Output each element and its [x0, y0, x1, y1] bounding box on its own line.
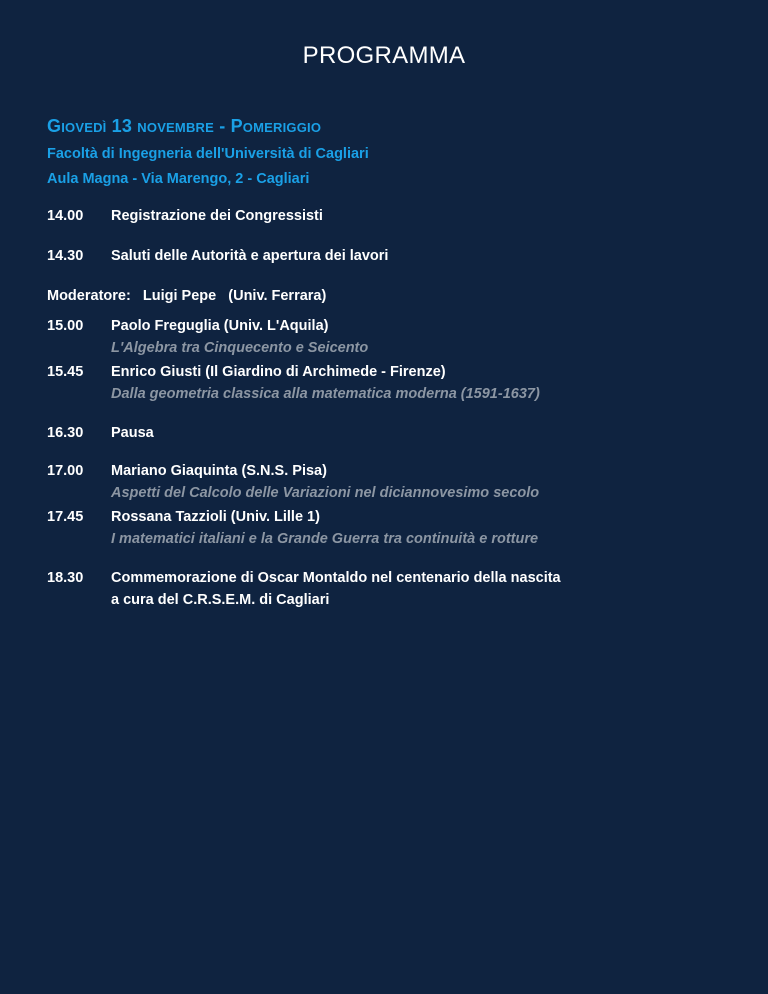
- schedule-time: 18.30: [47, 570, 84, 586]
- schedule-speaker: Paolo Freguglia (Univ. L'Aquila): [111, 318, 329, 334]
- schedule-speaker: Rossana Tazzioli (Univ. Lille 1): [111, 509, 320, 525]
- page-title: PROGRAMMA: [302, 42, 466, 69]
- schedule-item: Saluti delle Autorità e apertura dei lavori: [111, 248, 389, 264]
- schedule-time: 14.30: [47, 248, 84, 264]
- venue-line-2: Aula Magna - Via Marengo, 2 - Cagliari: [47, 171, 310, 187]
- day-heading: Giovedì 13 novembre - Pomeriggio: [47, 116, 322, 136]
- schedule-speaker: Mariano Giaquinta (S.N.S. Pisa): [111, 463, 327, 479]
- schedule-time: 15.45: [47, 364, 84, 380]
- moderator-line: Moderatore: Luigi Pepe (Univ. Ferrara): [47, 288, 327, 304]
- schedule-item: Commemorazione di Oscar Montaldo nel centenario della nascita: [111, 570, 561, 586]
- schedule-item: Pausa: [111, 425, 154, 441]
- venue-line-1: Facoltà di Ingegneria dell'Università di Cagliari: [47, 146, 369, 162]
- schedule-time: 17.00: [47, 463, 84, 479]
- schedule-speaker: Enrico Giusti (Il Giardino di Archimede - Firenze): [111, 364, 446, 380]
- schedule-time: 17.45: [47, 509, 84, 525]
- schedule-time: 14.00: [47, 208, 84, 224]
- schedule-item: Registrazione dei Congressisti: [111, 208, 323, 224]
- talk-title: Aspetti del Calcolo delle Variazioni nel diciannovesimo secolo: [111, 485, 540, 501]
- talk-title: L'Algebra tra Cinquecento e Seicento: [111, 340, 369, 356]
- schedule-time: 15.00: [47, 318, 84, 334]
- schedule-time: 16.30: [47, 425, 84, 441]
- schedule-item-line2: a cura del C.R.S.E.M. di Cagliari: [111, 592, 330, 608]
- talk-title: Dalla geometria classica alla matematica moderna (1591-1637): [111, 386, 540, 402]
- talk-title: I matematici italiani e la Grande Guerra tra continuità e rotture: [111, 531, 539, 547]
